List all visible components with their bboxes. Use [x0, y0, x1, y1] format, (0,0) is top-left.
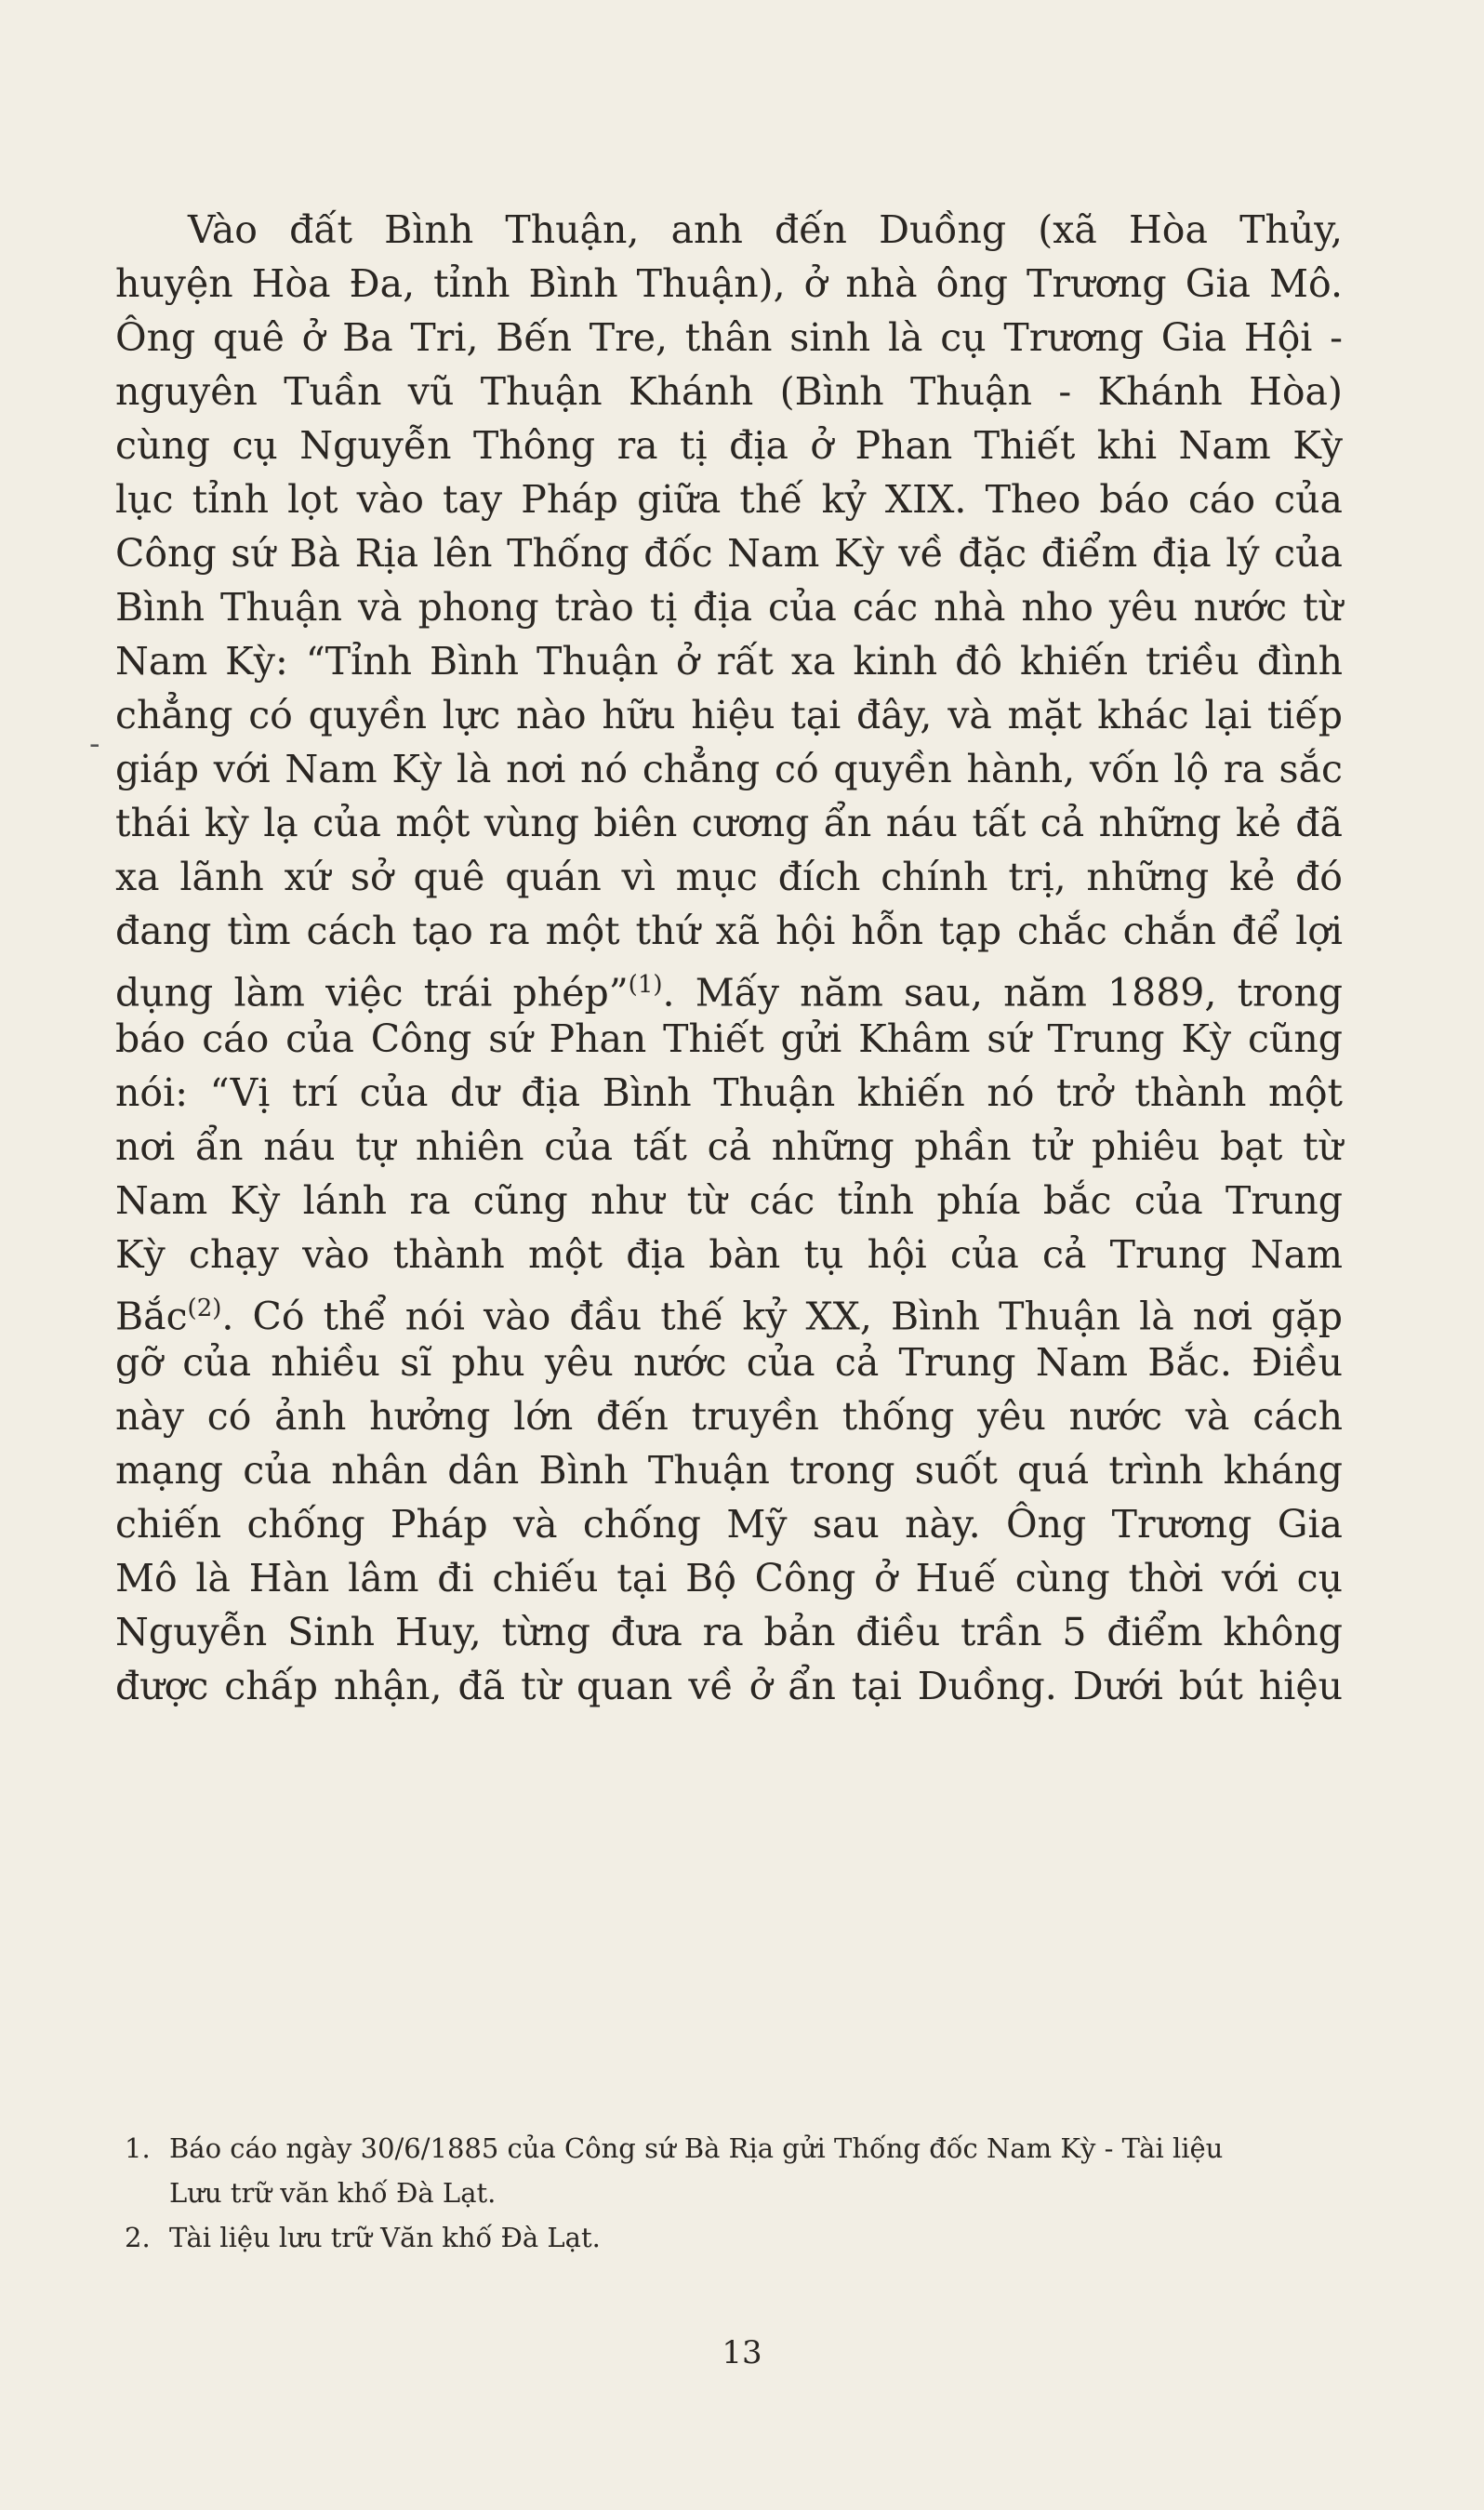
body-line: Nam Kỳ lánh ra cũng như từ các tỉnh phía bắc của Trung [115, 1178, 1343, 1223]
body-line: này có ảnh hưởng lớn đến truyền thống yêu nước và cách [115, 1394, 1343, 1439]
footnote-marker: (1) [628, 971, 663, 999]
footnote-text: Báo cáo ngày 30/6/1885 của Công sứ Bà Rịa gửi Thống đốc Nam Kỳ - Tài liệu [169, 2132, 1224, 2164]
body-line: nơi ẩn náu tự nhiên của tất cả những phần tử phiêu bạt từ [115, 1124, 1343, 1169]
body-line: cùng cụ Nguyễn Thông ra tị địa ở Phan Thiết khi Nam Kỳ [115, 423, 1343, 468]
body-line: Nguyễn Sinh Huy, từng đưa ra bản điều trần 5 điểm không [115, 1610, 1343, 1654]
body-line: lục tỉnh lọt vào tay Pháp giữa thế kỷ XIX. Theo báo cáo của [115, 477, 1343, 522]
body-line: mạng của nhân dân Bình Thuận trong suốt quá trình kháng [115, 1448, 1343, 1493]
body-line: Ông quê ở Ba Tri, Bến Tre, thân sinh là cụ Trương Gia Hội - [115, 315, 1343, 360]
body-line: Kỳ chạy vào thành một địa bàn tụ hội của cả Trung Nam [115, 1232, 1343, 1277]
body-line: dụng làm việc trái phép”$^{(1)}$. Mấy năm sau, năm 1889, trong [115, 970, 1343, 1016]
footnote-continuation: Lưu trữ văn khố Đà Lạt. [169, 2177, 497, 2209]
body-line: báo cáo của Công sứ Phan Thiết gửi Khâm sứ Trung Kỳ cũng [115, 1016, 1343, 1061]
footnote-number: 1. [125, 2132, 151, 2164]
footnote-text: Tài liệu lưu trữ Văn khố Đà Lạt. [169, 2222, 601, 2253]
body-line: chẳng có quyền lực nào hữu hiệu tại đây, và mặt khác lại tiếp [115, 693, 1343, 737]
body-line: xa lãnh xứ sở quê quán vì mục đích chính trị, những kẻ đó [115, 855, 1343, 899]
body-line: Bắc$^{(2)}$. Có thể nói vào đầu thế kỷ XX, Bình Thuận là nơi gặp [115, 1294, 1343, 1339]
body-line: Bình Thuận và phong trào tị địa của các nhà nho yêu nước từ [115, 585, 1343, 630]
body-line: đang tìm cách tạo ra một thứ xã hội hỗn tạp chắc chắn để lợi [115, 909, 1343, 953]
body-line: huyện Hòa Đa, tỉnh Bình Thuận), ở nhà ông Trương Gia Mô. [115, 261, 1343, 306]
body-line: gỡ của nhiều sĩ phu yêu nước của cả Trung Nam Bắc. Điều [115, 1340, 1343, 1385]
footnote-marker: (2) [187, 1295, 222, 1322]
body-line: Mô là Hàn lâm đi chiếu tại Bộ Công ở Huế cùng thời với cụ [115, 1556, 1343, 1600]
body-line: Vào đất Bình Thuận, anh đến Duồng (xã Hòa Thủy, [188, 207, 1343, 252]
body-line: nguyên Tuần vũ Thuận Khánh (Bình Thuận - Khánh Hòa) [115, 369, 1343, 414]
body-line: được chấp nhận, đã từ quan về ở ẩn tại Duồng. Dưới bút hiệu [115, 1664, 1343, 1708]
page-number: 13 [722, 2334, 762, 2371]
body-line: chiến chống Pháp và chống Mỹ sau này. Ông Trương Gia [115, 1502, 1343, 1547]
footnotes [125, 2126, 1333, 2260]
footnote-2 [125, 2215, 1333, 2260]
body-text [115, 203, 1343, 1713]
body-line: nói: “Vị trí của dư địa Bình Thuận khiến nó trở thành một [115, 1070, 1343, 1115]
footnote-1 [125, 2126, 1333, 2171]
body-line: thái kỳ lạ của một vùng biên cương ẩn náu tất cả những kẻ đã [115, 801, 1343, 845]
body-line: Công sứ Bà Rịa lên Thống đốc Nam Kỳ về đặc điểm địa lý của [115, 531, 1343, 576]
body-line: giáp với Nam Kỳ là nơi nó chẳng có quyền hành, vốn lộ ra sắc [115, 747, 1343, 791]
body-line: Nam Kỳ: “Tỉnh Bình Thuận ở rất xa kinh đô khiến triều đình [115, 639, 1343, 684]
footnote-number: 2. [125, 2222, 151, 2253]
margin-mark: - [89, 725, 100, 763]
